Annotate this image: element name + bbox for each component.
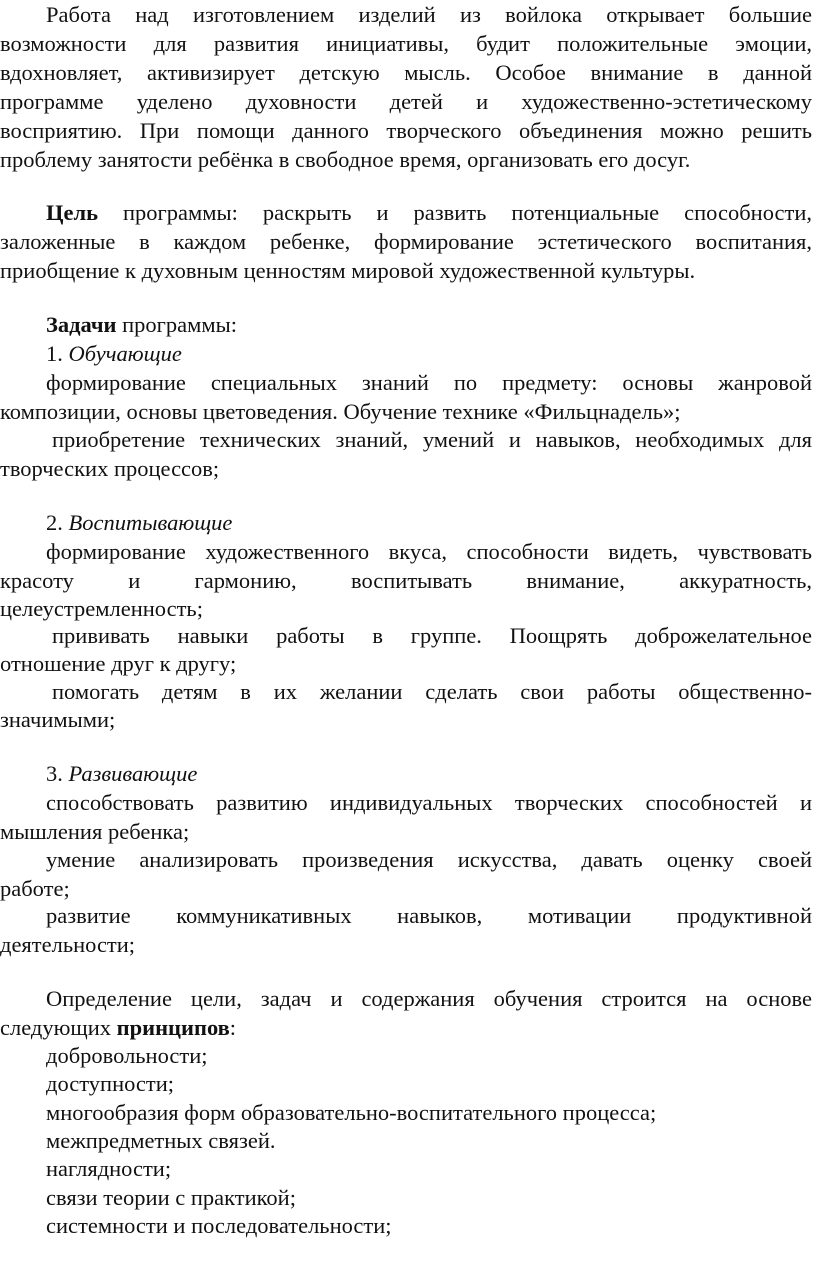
principle-item: наглядности; bbox=[46, 1156, 172, 1181]
task-group-number: 2. bbox=[46, 510, 63, 535]
principle-item: системности и последовательности; bbox=[46, 1213, 392, 1238]
tasks-label: Задачи bbox=[46, 312, 117, 337]
task-group-title: Воспитывающие bbox=[68, 510, 233, 535]
task-group-title: Развивающие bbox=[68, 761, 198, 786]
principle-item: межпредметных связей. bbox=[46, 1128, 276, 1153]
intro-line: Работа над изготовлением изделий из войлока открывает большие bbox=[46, 2, 812, 27]
principles-line bbox=[0, 1014, 812, 1042]
task-line: композиции, основы цветоведения. Обучение технике «Фильцнадель»; bbox=[0, 399, 681, 424]
intro-line: возможности для развития инициативы, будит положительные эмоции, bbox=[0, 31, 812, 56]
tasks-heading bbox=[46, 311, 812, 339]
task-line: значимыми; bbox=[0, 707, 116, 732]
task-line: формирование специальных знаний по предмету: основы жанровой bbox=[46, 370, 812, 395]
principle-item: доступности; bbox=[46, 1071, 175, 1096]
principle-item: многообразия форм образовательно-воспитательного процесса; bbox=[46, 1100, 657, 1125]
principles-line: Определение цели, задач и содержания обучения строится на основе bbox=[46, 986, 812, 1011]
task-group-heading bbox=[46, 760, 812, 788]
task-line: прививать навыки работы в группе. Поощрять доброжелательное bbox=[52, 623, 812, 648]
goal-line bbox=[46, 199, 812, 227]
task-line: деятельности; bbox=[0, 932, 136, 957]
task-line: формирование художественного вкуса, способности видеть, чувствовать bbox=[46, 539, 812, 564]
goal-line: заложенные в каждом ребенке, формирование эстетического воспитания, bbox=[0, 229, 812, 254]
task-line: развитие коммуникативных навыков, мотивации продуктивной bbox=[46, 903, 812, 928]
principle-item: связи теории с практикой; bbox=[46, 1185, 296, 1210]
task-line: помогать детям в их желании сделать свои работы общественно- bbox=[52, 679, 812, 704]
task-group-number: 3. bbox=[46, 761, 63, 786]
task-line: творческих процессов; bbox=[0, 456, 220, 481]
intro-line: восприятию. При помощи данного творческого объединения можно решить bbox=[0, 118, 812, 143]
goal-label: Цель bbox=[46, 200, 99, 225]
task-group-heading bbox=[46, 340, 812, 368]
task-line: красоту и гармонию, воспитывать внимание, аккуратность, bbox=[0, 568, 812, 593]
task-group-title: Обучающие bbox=[68, 341, 182, 366]
intro-line: программе уделено духовности детей и художественно-эстетическому bbox=[0, 89, 812, 114]
task-line: мышления ребенка; bbox=[0, 819, 190, 844]
task-line: работе; bbox=[0, 876, 70, 901]
task-line: приобретение технических знаний, умений и навыков, необходимых для bbox=[52, 427, 812, 452]
principles-label: принципов bbox=[116, 1015, 230, 1040]
intro-line: проблему занятости ребёнка в свободное время, организовать его досуг. bbox=[0, 147, 691, 172]
principle-item: добровольности; bbox=[46, 1043, 208, 1068]
goal-line: приобщение к духовным ценностям мировой художественной культуры. bbox=[0, 258, 696, 283]
intro-line: вдохновляет, активизирует детскую мысль. Особое внимание в данной bbox=[0, 60, 812, 85]
task-group-heading bbox=[46, 509, 812, 537]
task-line: целеустремленность; bbox=[0, 596, 203, 621]
principles-text: следующих bbox=[0, 1015, 117, 1040]
goal-text: программы: раскрыть и развить потенциальные способности, bbox=[98, 200, 812, 225]
principles-colon: : bbox=[229, 1015, 237, 1040]
task-line: умение анализировать произведения искусства, давать оценку своей bbox=[46, 847, 812, 872]
tasks-label-rest: программы: bbox=[116, 312, 237, 337]
task-line: отношение друг к другу; bbox=[0, 651, 237, 676]
task-line: способствовать развитию индивидуальных творческих способностей и bbox=[46, 790, 812, 815]
task-group-number: 1. bbox=[46, 341, 63, 366]
